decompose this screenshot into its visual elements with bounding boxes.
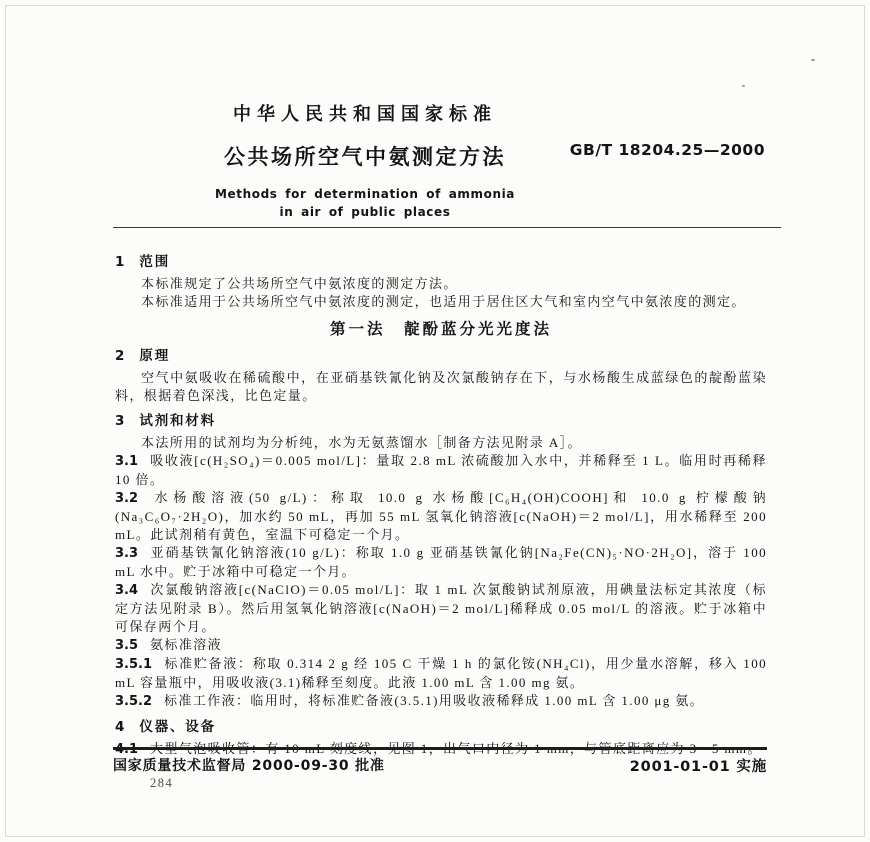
approval-statement: 国家质量技术监督局 2000-09-30 批准 xyxy=(113,758,385,774)
scan-noise-dot xyxy=(811,59,815,61)
section-title: 范围 xyxy=(139,254,171,270)
section-number: 1 xyxy=(115,254,125,270)
clause-text: 标准工作液：临用时，将标准贮备液(3.5.1)用吸收液稀释成 1.00 mL 含 1.00 μg 氨。 xyxy=(164,693,705,708)
clause-text: 标准贮备液：称取 0.314 2 g 经 105 C 干燥 1 h 的氯化铵(NH₄Cl)，用少量水溶解，移入 100 mL 容量瓶中，用吸收液(3.1)稀释至刻度。此液 1.00 mL 含 1.00 mg 氨。 xyxy=(115,656,767,690)
clause-number: 3.2 xyxy=(115,491,139,506)
section-heading-principle xyxy=(115,347,767,365)
clause-text: 亚硝基铁氰化钠溶液(10 g/L)：称取 1.0 g 亚硝基铁氰化钠[Na₂Fe(CN)₅·NO·2H₂O]，溶于 100 mL 水中。贮于冰箱中可稳定一个月。 xyxy=(115,545,767,579)
section-number: 3 xyxy=(115,413,125,429)
clause-3-4 xyxy=(115,581,767,636)
title-english-line1: Methods for determination of ammonia xyxy=(214,187,515,201)
section-number: 4 xyxy=(115,719,125,735)
section-heading-scope xyxy=(115,253,767,271)
section-number: 2 xyxy=(115,348,125,364)
document-title-english xyxy=(115,185,615,221)
header-divider-rule xyxy=(113,227,781,228)
section-heading-reagents xyxy=(115,412,767,430)
document-title-chinese: 公共场所空气中氨测定方法 xyxy=(224,145,506,169)
clause-3-5-1 xyxy=(115,655,767,692)
clause-number: 3.5 xyxy=(115,638,139,653)
section-heading-apparatus xyxy=(115,718,767,736)
clause-3-5 xyxy=(115,636,767,655)
section-title: 原理 xyxy=(139,348,171,364)
document-body xyxy=(115,246,767,759)
clause-number: 3.3 xyxy=(115,546,139,561)
clause-number: 4.1 xyxy=(115,742,139,757)
clause-number: 3.1 xyxy=(115,454,139,469)
section-title: 试剂和材料 xyxy=(139,413,216,429)
method-heading: 第一法 靛酚蓝分光光度法 xyxy=(329,320,552,338)
scan-noise-dot xyxy=(742,85,745,87)
document-header xyxy=(115,100,615,221)
clause-3-5-2 xyxy=(115,692,767,711)
paragraph: 本法所用的试剂均为分析纯，水为无氨蒸馏水［制备方法见附录 A］。 xyxy=(141,435,582,450)
section-title: 仪器、设备 xyxy=(139,719,216,735)
implementation-date: 2001-01-01 实施 xyxy=(629,759,767,775)
clause-3-1 xyxy=(115,452,767,489)
title-english-line2: in air of public places xyxy=(279,205,451,219)
clause-text: 次氯酸钠溶液[c(NaClO)＝0.05 mol/L]：取 1 mL 次氯酸钠试剂原液，用碘量法标定其浓度（标定方法见附录 B）。然后用氢氧化钠溶液[c(NaOH)＝2 mol/L]稀释成 0.05 mol/L 的溶液。贮于冰箱中可保存两个月。 xyxy=(115,582,767,634)
paragraph: 本标准规定了公共场所空气中氨浓度的测定方法。 xyxy=(141,276,458,291)
paragraph: 空气中氨吸收在稀硫酸中，在亚硝基铁氰化钠及次氯酸钠存在下，与水杨酸生成蓝绿色的靛酚蓝染料，根据着色深浅，比色定量。 xyxy=(115,370,767,403)
clause-text: 吸收液[c(H₂SO₄)＝0.005 mol/L]：量取 2.8 mL 浓硫酸加入水中，并稀释至 1 L。临用时再稀释 10 倍。 xyxy=(115,453,767,487)
clause-text: 大型气泡吸收管：有 10 mL 刻度线，见图 1，出气口内径为 1 mm，与管底距离应为 3～5 mm。 xyxy=(150,741,762,756)
clause-number: 3.5.2 xyxy=(115,694,153,709)
clause-3-2 xyxy=(115,489,767,544)
clause-number: 3.5.1 xyxy=(115,657,153,672)
clause-number: 3.4 xyxy=(115,583,139,598)
national-standard-label: 中华人民共和国国家标准 xyxy=(233,104,497,125)
document-footer xyxy=(113,755,767,776)
clause-text: 水杨酸溶液(50 g/L)：称取 10.0 g 水杨酸[C₆H₄(OH)COOH]和 10.0 g 柠檬酸钠(Na₃C₆O₇·2H₂O)，加水约 50 mL，再加 55 mL 氢氧化钠溶液[c(NaOH)＝2 mol/L]，用水稀释至 200 mL。此试剂稍有黄色，室温下可稳定一个月。 xyxy=(115,490,767,542)
paragraph: 本标准适用于公共场所空气中氨浓度的测定，也适用于居住区大气和室内空气中氨浓度的测定。 xyxy=(141,294,746,309)
clause-3-3 xyxy=(115,544,767,581)
page-number: 284 xyxy=(150,776,174,790)
clause-text: 氨标准溶液 xyxy=(150,637,223,652)
footer-divider-rule xyxy=(113,747,767,750)
standard-number: GB/T 18204.25—2000 xyxy=(569,141,765,159)
